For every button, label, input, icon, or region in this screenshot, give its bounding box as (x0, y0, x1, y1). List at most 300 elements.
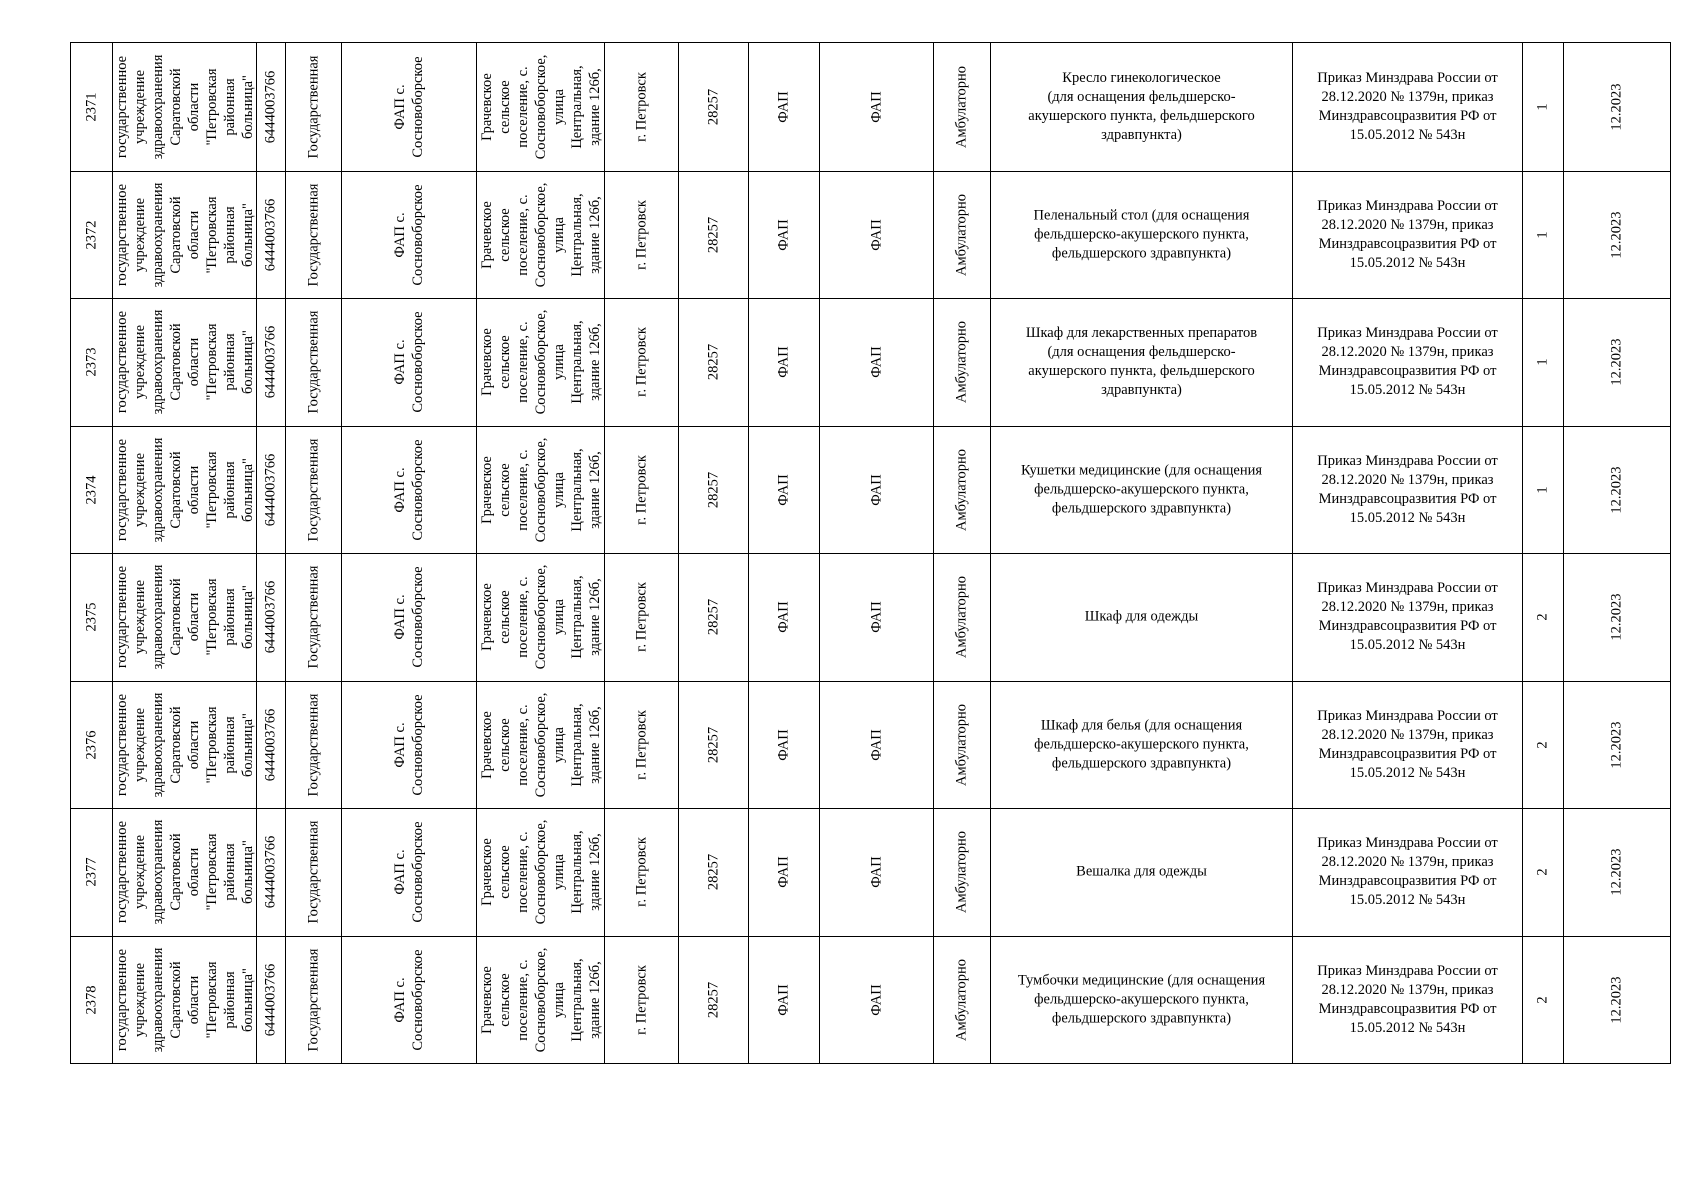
mode-text: Амбулаторно (953, 321, 970, 404)
qty-text: 2 (1534, 741, 1551, 749)
unit-line: ФАП с. (392, 467, 408, 513)
cell-type2 (819, 682, 933, 809)
equipment-line: фельдшерского здравпункта) (1051, 1010, 1232, 1027)
unit-text (391, 694, 427, 795)
inn-text: 6444003766 (262, 836, 279, 909)
org-line: области (185, 82, 202, 131)
equipment-line: фельдшерско-акушерского пункта, (1034, 481, 1249, 498)
date-text: 12.2023 (1608, 848, 1625, 896)
cell-inn (256, 427, 285, 554)
cell-date (1563, 809, 1671, 936)
address-line: Центральная, (568, 575, 585, 659)
cell-address (476, 43, 604, 171)
org-line: "Петровская (203, 323, 220, 401)
unit-text (391, 439, 427, 540)
cell-unit (341, 172, 476, 299)
address-line: улица (550, 216, 567, 253)
equipment-line: фельдшерско-акушерского пункта, (1034, 736, 1249, 753)
cell-qty (1522, 299, 1563, 426)
org-line: "Петровская (203, 451, 220, 529)
equipment-line: (для оснащения фельдшерско- (1047, 88, 1236, 105)
cell-inn (256, 172, 285, 299)
address-line: Грачевское (478, 965, 495, 1034)
basis-text (1299, 197, 1516, 273)
cell-type2 (819, 172, 933, 299)
table-row (70, 936, 1671, 1064)
cell-type1 (748, 809, 819, 936)
table-row (70, 553, 1671, 681)
mode-text: Амбулаторно (953, 703, 970, 786)
cell-qty (1522, 554, 1563, 681)
cell-city (604, 299, 678, 426)
city-text: г. Петровск (633, 837, 649, 908)
org-line: области (185, 720, 202, 769)
org-line: здравоохранения (149, 437, 166, 543)
type2-text: ФАП (868, 346, 884, 378)
table-row (70, 171, 1671, 299)
org-line: "Петровская (203, 833, 220, 911)
org-line: государственное (113, 948, 130, 1051)
type1-text: ФАП (775, 219, 792, 251)
city-text: г. Петровск (633, 709, 649, 780)
num-text: 2373 (83, 347, 99, 377)
cell-ownership (285, 937, 341, 1064)
cell-mode (933, 682, 990, 809)
cell-address (476, 682, 604, 809)
org-line: Саратовской (167, 578, 184, 656)
cell-num (70, 937, 112, 1064)
equipment-text (997, 461, 1286, 518)
cell-basis (1292, 682, 1522, 809)
basis-text (1299, 69, 1516, 145)
address-line: Грачевское (478, 328, 495, 397)
cell-org (112, 299, 256, 426)
address-line: улица (550, 344, 567, 381)
city-text: г. Петровск (633, 964, 649, 1035)
basis-line: Приказ Минздрава России от (1317, 452, 1498, 469)
org-line: "Петровская (203, 196, 220, 274)
cell-equipment (990, 682, 1292, 809)
type2-text: ФАП (868, 219, 884, 251)
unit-line: ФАП с. (392, 339, 408, 385)
cell-ownership (285, 554, 341, 681)
address-text (478, 565, 604, 670)
num-text: 2375 (83, 602, 99, 632)
org-line: Саратовской (167, 323, 184, 401)
ownership-text: Государственная (305, 820, 321, 924)
org-line: учреждение (131, 707, 148, 782)
type2-text: ФАП (868, 601, 884, 633)
type1-text: ФАП (775, 474, 792, 506)
org-line: больница" (239, 202, 256, 267)
org-line: районная (221, 843, 238, 901)
org-line: больница" (239, 74, 256, 139)
type2-text: ФАП (868, 729, 884, 761)
org-text (113, 692, 257, 797)
address-text (478, 182, 604, 287)
cell-inn (256, 809, 285, 936)
address-line: сельское (496, 80, 513, 134)
inn-text: 6444003766 (262, 326, 279, 399)
basis-text (1299, 452, 1516, 528)
type1-text: ФАП (775, 91, 792, 123)
cell-oktmo (678, 682, 748, 809)
org-line: учреждение (131, 452, 148, 527)
org-line: "Петровская (203, 578, 220, 656)
city-text: г. Петровск (633, 199, 649, 270)
cell-qty (1522, 43, 1563, 171)
oktmo-text: 28257 (705, 471, 721, 508)
cell-date (1563, 682, 1671, 809)
address-text (478, 820, 604, 925)
org-line: государственное (113, 693, 130, 796)
cell-unit (341, 809, 476, 936)
city-text: г. Петровск (633, 327, 649, 398)
cell-city (604, 43, 678, 171)
address-line: сельское (496, 335, 513, 390)
org-line: государственное (113, 566, 130, 669)
cell-address (476, 299, 604, 426)
cell-city (604, 809, 678, 936)
basis-line: 28.12.2020 № 1379н, приказ (1321, 88, 1494, 105)
address-line: Сосновоборское, (532, 692, 549, 798)
address-line: Центральная, (568, 320, 585, 404)
unit-line: ФАП с. (392, 84, 408, 130)
address-line: здание 126б, (586, 323, 603, 402)
cell-oktmo (678, 427, 748, 554)
cell-basis (1292, 43, 1522, 171)
address-line: Центральная, (568, 830, 585, 914)
qty-text: 2 (1534, 613, 1551, 621)
mode-text: Амбулаторно (953, 448, 970, 531)
address-line: поселение, с. (514, 449, 531, 531)
cell-oktmo (678, 554, 748, 681)
cell-address (476, 554, 604, 681)
address-line: Центральная, (568, 65, 585, 149)
basis-text (1299, 962, 1516, 1038)
cell-ownership (285, 299, 341, 426)
org-line: районная (221, 78, 238, 136)
basis-line: Минздравсоцразвития РФ от (1318, 745, 1497, 762)
cell-basis (1292, 809, 1522, 936)
org-line: здравоохранения (149, 54, 166, 160)
org-line: больница" (239, 330, 256, 395)
cell-unit (341, 299, 476, 426)
address-text (478, 437, 604, 542)
cell-type1 (748, 682, 819, 809)
equipment-line: Тумбочки медицинские (для оснащения (1017, 972, 1266, 989)
cell-city (604, 937, 678, 1064)
cell-unit (341, 937, 476, 1064)
address-line: улица (550, 854, 567, 891)
cell-equipment (990, 172, 1292, 299)
org-line: Саратовской (167, 68, 184, 146)
cell-mode (933, 43, 990, 171)
address-line: сельское (496, 208, 513, 262)
cell-mode (933, 427, 990, 554)
equipment-text (997, 206, 1286, 263)
ownership-text: Государственная (305, 693, 321, 797)
oktmo-text: 28257 (705, 216, 721, 253)
address-line: Грачевское (478, 200, 495, 269)
basis-line: Минздравсоцразвития РФ от (1318, 618, 1497, 635)
inn-text: 6444003766 (262, 963, 279, 1036)
cell-mode (933, 172, 990, 299)
cell-num (70, 554, 112, 681)
address-line: здание 126б, (586, 833, 603, 912)
cell-ownership (285, 427, 341, 554)
basis-line: 28.12.2020 № 1379н, приказ (1321, 216, 1494, 233)
unit-text (391, 949, 427, 1050)
basis-line: Приказ Минздрава России от (1317, 835, 1498, 852)
org-line: больница" (239, 585, 256, 650)
unit-line: ФАП с. (392, 849, 408, 895)
qty-text: 1 (1534, 103, 1551, 111)
date-text: 12.2023 (1608, 338, 1625, 386)
mode-text: Амбулаторно (953, 65, 970, 148)
oktmo-text: 28257 (705, 599, 721, 636)
org-line: учреждение (131, 69, 148, 144)
equipment-line: (для оснащения фельдшерско- (1047, 344, 1236, 361)
date-text: 12.2023 (1608, 211, 1625, 259)
org-line: районная (221, 333, 238, 391)
inn-text: 6444003766 (262, 70, 279, 143)
num-text: 2377 (83, 857, 99, 887)
org-text (113, 565, 257, 670)
org-line: здравоохранения (149, 309, 166, 415)
num-text: 2374 (83, 475, 99, 505)
unit-text (391, 822, 427, 923)
unit-text (391, 312, 427, 413)
org-line: области (185, 465, 202, 514)
org-text (113, 820, 257, 925)
cell-ownership (285, 682, 341, 809)
type1-text: ФАП (775, 601, 792, 633)
address-line: улица (550, 599, 567, 636)
inn-text: 6444003766 (262, 198, 279, 271)
cell-type2 (819, 809, 933, 936)
address-line: здание 126б, (586, 705, 603, 784)
basis-line: Приказ Минздрава России от (1317, 69, 1498, 86)
org-line: здравоохранения (149, 182, 166, 288)
org-line: районная (221, 971, 238, 1029)
inn-text: 6444003766 (262, 581, 279, 654)
unit-line: Сосновоборское (410, 439, 426, 541)
org-line: здравоохранения (149, 692, 166, 798)
unit-line: ФАП с. (392, 977, 408, 1023)
org-line: районная (221, 461, 238, 519)
address-line: здание 126б, (586, 67, 603, 146)
mode-text: Амбулаторно (953, 193, 970, 276)
address-line: поселение, с. (514, 831, 531, 913)
org-line: учреждение (131, 325, 148, 400)
basis-line: Минздравсоцразвития РФ от (1318, 363, 1497, 380)
basis-text (1299, 834, 1516, 910)
address-line: Сосновоборское, (532, 54, 549, 160)
basis-line: 15.05.2012 № 543н (1349, 254, 1466, 271)
unit-line: ФАП с. (392, 722, 408, 768)
address-line: поселение, с. (514, 66, 531, 148)
cell-oktmo (678, 172, 748, 299)
ownership-text: Государственная (305, 183, 321, 287)
city-text: г. Петровск (633, 582, 649, 653)
equipment-text (997, 324, 1286, 400)
basis-line: Минздравсоцразвития РФ от (1318, 107, 1497, 124)
cell-qty (1522, 937, 1563, 1064)
org-line: Саратовской (167, 706, 184, 784)
equipment-line: здравпункта) (1101, 126, 1182, 143)
ownership-text: Государственная (305, 948, 321, 1052)
org-line: "Петровская (203, 961, 220, 1039)
basis-line: Приказ Минздрава России от (1317, 962, 1498, 979)
cell-num (70, 43, 112, 171)
address-line: Сосновоборское, (532, 437, 549, 543)
address-line: поселение, с. (514, 194, 531, 276)
cell-org (112, 937, 256, 1064)
basis-line: 15.05.2012 № 543н (1349, 509, 1466, 526)
equipment-line: Шкаф для белья (для оснащения (1040, 717, 1243, 734)
org-line: области (185, 593, 202, 642)
num-text: 2376 (83, 730, 99, 760)
cell-date (1563, 554, 1671, 681)
address-text (478, 692, 604, 797)
date-text: 12.2023 (1608, 466, 1625, 514)
num-text: 2378 (83, 985, 99, 1015)
org-text (113, 54, 257, 159)
equipment-text (997, 863, 1286, 882)
type1-text: ФАП (775, 346, 792, 378)
oktmo-text: 28257 (705, 344, 721, 381)
org-line: государственное (113, 311, 130, 414)
cell-type1 (748, 937, 819, 1064)
oktmo-text: 28257 (705, 88, 721, 125)
org-text (113, 437, 257, 542)
equipment-line: Шкаф для одежды (1084, 608, 1199, 625)
cell-oktmo (678, 809, 748, 936)
org-line: области (185, 975, 202, 1024)
address-line: сельское (496, 845, 513, 900)
address-line: Грачевское (478, 710, 495, 779)
date-text: 12.2023 (1608, 593, 1625, 641)
equipment-table (70, 42, 1671, 1064)
inn-text: 6444003766 (262, 453, 279, 526)
equipment-line: акушерского пункта, фельдшерского (1028, 107, 1255, 124)
basis-text (1299, 324, 1516, 400)
cell-type2 (819, 937, 933, 1064)
basis-line: 15.05.2012 № 543н (1349, 382, 1466, 399)
cell-org (112, 43, 256, 171)
org-line: области (185, 210, 202, 259)
unit-text (391, 56, 427, 157)
org-line: государственное (113, 55, 130, 158)
address-line: улица (550, 726, 567, 763)
num-text: 2371 (83, 92, 99, 122)
cell-date (1563, 172, 1671, 299)
equipment-line: фельдшерского здравпункта) (1051, 245, 1232, 262)
org-line: здравоохранения (149, 819, 166, 925)
address-line: сельское (496, 973, 513, 1027)
basis-line: 15.05.2012 № 543н (1349, 764, 1466, 781)
cell-basis (1292, 172, 1522, 299)
unit-line: Сосновоборское (410, 949, 426, 1051)
equipment-line: Шкаф для лекарственных препаратов (1025, 325, 1258, 342)
cell-basis (1292, 427, 1522, 554)
org-line: Саратовской (167, 961, 184, 1039)
cell-unit (341, 427, 476, 554)
cell-unit (341, 554, 476, 681)
qty-text: 1 (1534, 486, 1551, 494)
qty-text: 2 (1534, 868, 1551, 876)
unit-text (391, 184, 427, 285)
address-text (478, 310, 604, 415)
address-line: улица (550, 88, 567, 125)
org-line: районная (221, 206, 238, 264)
cell-equipment (990, 809, 1292, 936)
org-line: больница" (239, 840, 256, 905)
cell-equipment (990, 937, 1292, 1064)
basis-line: 15.05.2012 № 543н (1349, 1019, 1466, 1036)
cell-qty (1522, 172, 1563, 299)
address-line: здание 126б, (586, 195, 603, 274)
basis-line: Приказ Минздрава России от (1317, 197, 1498, 214)
org-text (113, 310, 257, 415)
cell-num (70, 172, 112, 299)
unit-line: Сосновоборское (410, 311, 426, 413)
cell-city (604, 427, 678, 554)
date-text: 12.2023 (1608, 721, 1625, 769)
address-line: Грачевское (478, 583, 495, 652)
address-line: Грачевское (478, 455, 495, 524)
type1-text: ФАП (775, 729, 792, 761)
unit-line: Сосновоборское (410, 694, 426, 796)
basis-line: 15.05.2012 № 543н (1349, 892, 1466, 909)
table-row (70, 426, 1671, 554)
org-line: районная (221, 588, 238, 646)
basis-line: 28.12.2020 № 1379н, приказ (1321, 599, 1494, 616)
cell-org (112, 172, 256, 299)
unit-line: Сосновоборское (410, 821, 426, 923)
unit-line: Сосновоборское (410, 56, 426, 158)
org-line: Саратовской (167, 451, 184, 529)
basis-line: Минздравсоцразвития РФ от (1318, 235, 1497, 252)
type1-text: ФАП (775, 856, 792, 888)
basis-text (1299, 579, 1516, 655)
cell-type1 (748, 172, 819, 299)
basis-line: 15.05.2012 № 543н (1349, 126, 1466, 143)
basis-line: 28.12.2020 № 1379н, приказ (1321, 726, 1494, 743)
equipment-line: фельдшерского здравпункта) (1051, 500, 1232, 517)
org-line: учреждение (131, 197, 148, 272)
cell-type1 (748, 554, 819, 681)
equipment-text (997, 69, 1286, 145)
address-line: здание 126б, (586, 578, 603, 657)
org-line: районная (221, 716, 238, 774)
table-row (70, 681, 1671, 809)
org-line: больница" (239, 712, 256, 777)
table-row (70, 808, 1671, 936)
org-line: Саратовской (167, 196, 184, 274)
cell-city (604, 172, 678, 299)
cell-org (112, 682, 256, 809)
cell-equipment (990, 299, 1292, 426)
inn-text: 6444003766 (262, 708, 279, 781)
cell-equipment (990, 427, 1292, 554)
cell-num (70, 427, 112, 554)
basis-line: Приказ Минздрава России от (1317, 580, 1498, 597)
cell-oktmo (678, 937, 748, 1064)
ownership-text: Государственная (305, 55, 321, 159)
org-line: учреждение (131, 835, 148, 910)
